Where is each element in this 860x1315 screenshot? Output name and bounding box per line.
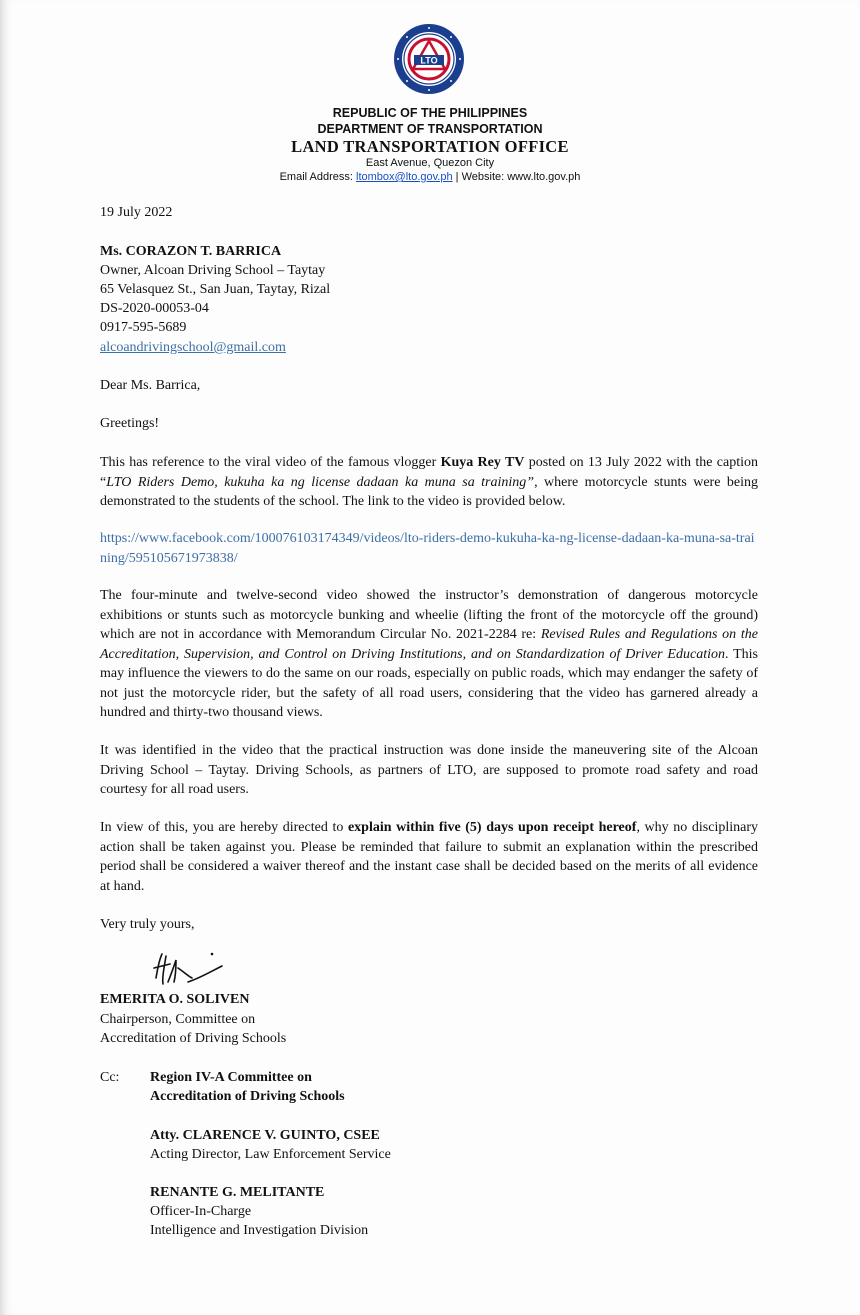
- separator: |: [455, 171, 459, 183]
- recipient-address: 65 Velasquez St., San Juan, Taytay, Rizal: [100, 282, 331, 297]
- recipient-name: Ms. CORAZON T. BARRICA: [100, 244, 282, 259]
- greeting: Greetings!: [100, 416, 160, 431]
- cc-recipient-1-line2: Accreditation of Driving Schools: [150, 1089, 345, 1104]
- paragraph-reference: This has reference to the viral video of the famous vlogger Kuya Rey TV posted on 13 July 2022 with the caption “LTO Riders Demo, kukuha ka ng license dadaan ka muna sa training”, where motorcycle stunts were being demonstrated to the students of the school. The link to the video is provided below.: [100, 455, 758, 509]
- paragraph-video-description: The four-minute and twelve-second video showed the instructor’s demonstration of dangerous motorcycle exhibitions or stunts such as motorcycle bunking and wheelie (lifting the front of the motorcycle off the ground) which are not in accordance with Memorandum Circular No. 2021-2284 re: Revised Rules and Regulations on the Accreditation, Supervision, and Control on Driving Institutions, and on Standardization of Driver Education. This may influence the viewers to do the same on our roads, especially on public roads, which may endanger the safety of not just the motorcycle rider, but the safety of all road users, considering that the video has garnered already a hundred and thirty-two thousand views.: [100, 588, 758, 720]
- recipient-code: DS-2020-00053-04: [100, 301, 209, 316]
- cc-recipient-2-title: Acting Director, Law Enforcement Service: [150, 1147, 391, 1162]
- signatory-name: EMERITA O. SOLIVEN: [100, 992, 250, 1007]
- signature-image: [148, 948, 228, 990]
- directive-emphasis: explain within five (5) days upon receipt hereof: [347, 820, 637, 835]
- cc-label: Cc:: [100, 1070, 120, 1085]
- header-contact: [0, 171, 860, 183]
- cc-recipient-1-line1: Region IV-A Committee on: [150, 1070, 312, 1085]
- letter-date: 19 July 2022: [100, 205, 173, 220]
- email-link[interactable]: ltombox@lto.gov.ph: [356, 171, 453, 183]
- recipient-email-link[interactable]: alcoandrivingschool@gmail.com: [100, 340, 286, 355]
- website: Website: www.lto.gov.ph: [461, 171, 581, 183]
- recipient-phone: 0917-595-5689: [100, 320, 187, 335]
- header-department: DEPARTMENT OF TRANSPORTATION: [317, 122, 543, 136]
- vlogger-name: Kuya Rey TV: [440, 455, 525, 470]
- video-link[interactable]: https://www.facebook.com/100076103174349/videos/lto-riders-demo-kukuha-ka-ng-license-dadaan-ka-muna-sa-training/595105671973838/: [100, 531, 755, 566]
- circular-title: Revised Rules and Regulations on the Accreditation, Supervision, and Control on Driving Institutions, and on Standardization of Driver Education: [100, 627, 758, 662]
- paragraph-directive: In view of this, you are hereby directed to explain within five (5) days upon receipt hereof, why no disciplinary action shall be taken against you. Please be reminded that failure to submit an explanation within the prescribed period shall be considered a waiver thereof and the instant case shall be decided based on the merits of all evidence at hand.: [100, 820, 758, 894]
- email-label: Email Address:: [279, 171, 353, 183]
- recipient-title: Owner, Alcoan Driving School – Taytay: [100, 263, 326, 278]
- signatory-title-1: Chairperson, Committee on: [100, 1012, 256, 1027]
- video-caption: LTO Riders Demo, kukuha ka ng license dadaan ka muna sa training”: [106, 474, 535, 490]
- lto-seal-logo: [393, 23, 465, 95]
- closing: Very truly yours,: [100, 917, 195, 932]
- signatory-title-2: Accreditation of Driving Schools: [100, 1031, 287, 1046]
- cc-recipient-3-title-1: Officer-In-Charge: [150, 1204, 252, 1219]
- salutation: Dear Ms. Barrica,: [100, 378, 201, 393]
- cc-recipient-3-title-2: Intelligence and Investigation Division: [150, 1223, 369, 1238]
- header-republic: REPUBLIC OF THE PHILIPPINES: [332, 106, 528, 120]
- svg-text:LTO: LTO: [420, 55, 438, 66]
- header-address: East Avenue, Quezon City: [365, 157, 495, 169]
- cc-recipient-2-name: Atty. CLARENCE V. GUINTO, CSEE: [150, 1128, 380, 1143]
- paragraph-identification: It was identified in the video that the practical instruction was done inside the maneuvering site of the Alcoan Driving School – Taytay. Driving Schools, as partners of LTO, are supposed to promote road safety and road courtesy for all road users.: [100, 743, 758, 797]
- header-office: LAND TRANSPORTATION OFFICE: [291, 137, 569, 156]
- cc-recipient-3-name: RENANTE G. MELITANTE: [150, 1185, 325, 1200]
